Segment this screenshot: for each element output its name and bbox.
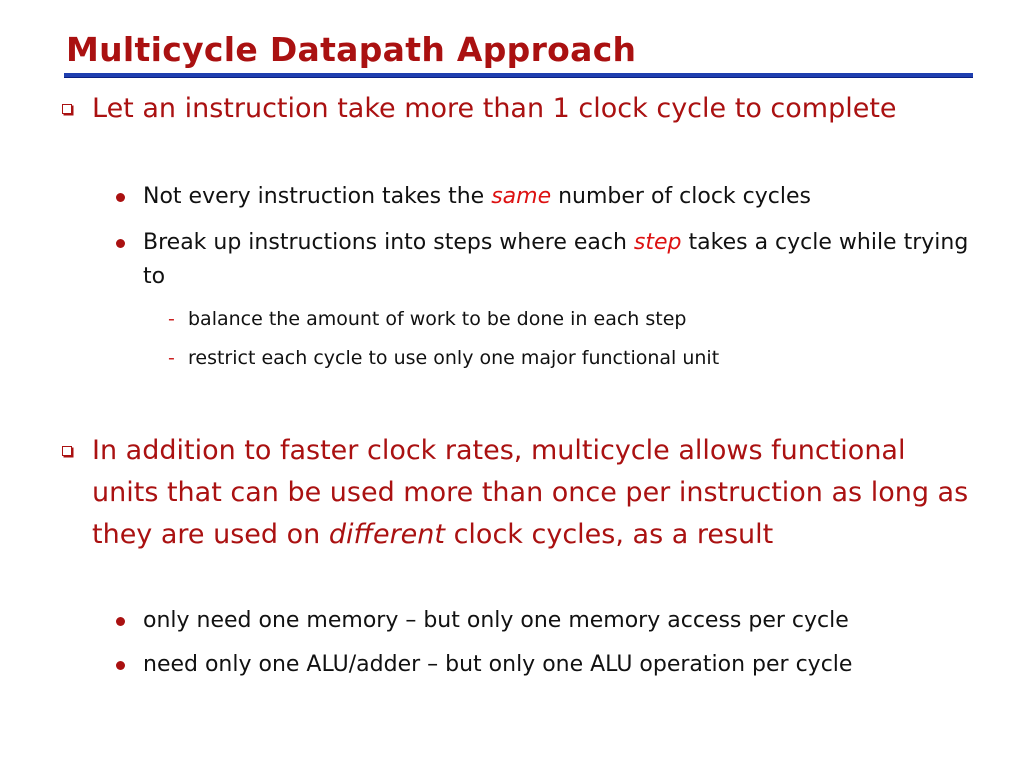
sub-sub-bullet-1-2-2 xyxy=(168,344,968,372)
sub-sub-bullet-1-2-2-text: restrict each cycle to use only one major functional unit xyxy=(188,347,720,369)
dash-bullet-icon: - xyxy=(168,308,175,330)
sub-bullet-1-1 xyxy=(143,180,973,214)
sub-bullet-1-2-post: takes a cycle while trying to xyxy=(143,230,969,289)
sub-bullet-1-2-emphasis: step xyxy=(633,230,682,255)
sub-bullet-2-1 xyxy=(143,604,973,638)
bullet-2-emphasis: different xyxy=(328,519,445,550)
bullet-2-pre: In addition to faster clock rates, multicycle allows functional units that can be used more than once per instruction as long as they are used on xyxy=(92,435,969,550)
sub-bullet-2-1-text: only need one memory – but only one memory access per cycle xyxy=(143,608,849,633)
dash-bullet-icon: - xyxy=(168,347,175,369)
title-underline xyxy=(64,73,973,78)
square-bullet-icon xyxy=(62,104,72,114)
sub-bullet-1-1-pre: Not every instruction takes the xyxy=(143,184,492,209)
bullet-1-text: Let an instruction take more than 1 clock cycle to complete xyxy=(92,93,897,124)
sub-sub-bullet-1-2-1 xyxy=(168,305,968,333)
sub-bullet-1-1-emphasis: same xyxy=(491,184,552,209)
sub-bullet-2-2-text: need only one ALU/adder – but only one ALU operation per cycle xyxy=(143,652,853,677)
round-bullet-icon xyxy=(116,193,125,202)
bullet-2 xyxy=(92,430,972,556)
square-bullet-icon xyxy=(62,446,72,456)
sub-bullet-1-2 xyxy=(143,226,973,294)
sub-bullet-1-1-post: number of clock cycles xyxy=(551,184,811,209)
round-bullet-icon xyxy=(116,239,125,248)
slide-title: Multicycle Datapath Approach xyxy=(66,30,637,69)
round-bullet-icon xyxy=(116,661,125,670)
bullet-1 xyxy=(92,88,972,130)
bullet-2-post: clock cycles, as a result xyxy=(445,519,774,550)
sub-sub-bullet-1-2-1-text: balance the amount of work to be done in each step xyxy=(188,308,687,330)
sub-bullet-2-2 xyxy=(143,648,973,682)
sub-bullet-1-2-pre: Break up instructions into steps where each xyxy=(143,230,634,255)
round-bullet-icon xyxy=(116,617,125,626)
